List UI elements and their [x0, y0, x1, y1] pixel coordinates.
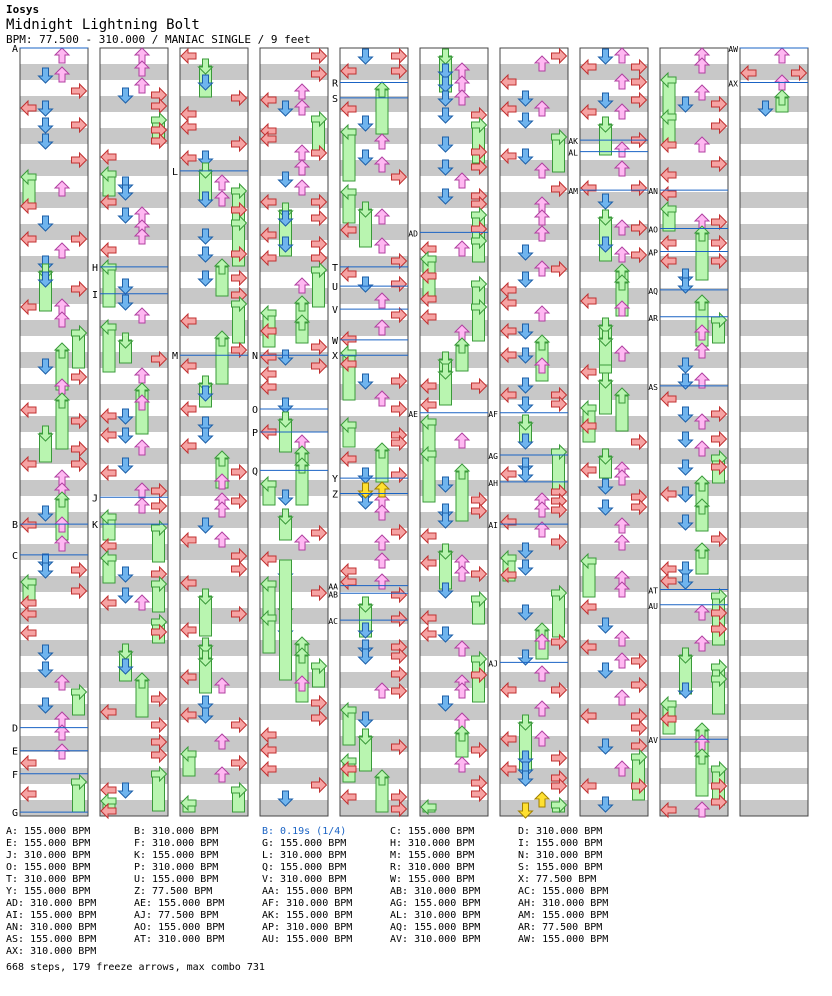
- beat-band: [740, 368, 808, 384]
- legend-entry: U: 155.000 BPM: [134, 874, 219, 885]
- beat-band: [500, 192, 568, 208]
- beat-band: [740, 640, 808, 656]
- bpm-marker-label: AC: [328, 617, 338, 627]
- bpm-marker-label: N: [251, 351, 258, 363]
- beat-band: [420, 352, 488, 368]
- bpm-marker-label: AT: [648, 586, 658, 596]
- beat-band: [500, 368, 568, 384]
- legend-entry: AW: 155.000 BPM: [518, 934, 609, 945]
- beat-band: [340, 512, 408, 528]
- beat-band: [740, 224, 808, 240]
- beat-band: [740, 256, 808, 272]
- beat-band: [580, 192, 648, 208]
- beat-band: [500, 112, 568, 128]
- legend-entry: T: 310.000 BPM: [6, 874, 91, 885]
- bpm-marker-label: S: [331, 93, 338, 105]
- beat-band: [20, 64, 88, 80]
- beat-band: [260, 80, 328, 96]
- bpm-marker-label: U: [331, 282, 338, 294]
- freeze-arrow: [153, 528, 165, 562]
- beat-band: [580, 528, 648, 544]
- legend-entry: AN: 310.000 BPM: [6, 922, 97, 933]
- beat-band: [340, 320, 408, 336]
- beat-band: [580, 384, 648, 400]
- beat-band: [100, 384, 168, 400]
- bpm-marker-label: AN: [648, 187, 658, 197]
- bpm-marker-label: D: [11, 723, 18, 735]
- song-title: Midnight Lightning Bolt: [6, 17, 200, 33]
- beat-band: [740, 752, 808, 768]
- beat-band: [740, 144, 808, 160]
- beat-band: [420, 176, 488, 192]
- freeze-arrow: [263, 618, 275, 653]
- beat-band: [500, 272, 568, 288]
- legend-entry: O: 155.000 BPM: [6, 862, 91, 873]
- beat-band: [500, 656, 568, 672]
- beat-band: [500, 64, 568, 80]
- legend-entry: AQ: 155.000 BPM: [390, 922, 481, 933]
- beat-band: [580, 448, 648, 464]
- bpm-marker-label: X: [331, 351, 338, 363]
- bpm-marker-label: V: [331, 305, 338, 317]
- beat-band: [500, 416, 568, 432]
- beat-band: [580, 160, 648, 176]
- freeze-arrow: [73, 333, 85, 368]
- beat-band: [580, 208, 648, 224]
- beat-band: [740, 720, 808, 736]
- beat-band: [420, 96, 488, 112]
- beat-band: [580, 512, 648, 528]
- legend-entry: W: 155.000 BPM: [390, 874, 475, 885]
- beat-band: [420, 640, 488, 656]
- beat-band: [180, 512, 248, 528]
- bpm-marker-label: AW: [728, 45, 738, 54]
- legend-entry: L: 310.000 BPM: [262, 850, 347, 861]
- legend-entry: AS: 155.000 BPM: [6, 934, 97, 945]
- beat-band: [660, 416, 728, 432]
- beat-band: [20, 496, 88, 512]
- freeze-arrow: [633, 757, 645, 800]
- legend-entry: E: 155.000 BPM: [6, 838, 91, 849]
- beat-band: [20, 480, 88, 496]
- beat-band: [740, 240, 808, 256]
- legend-entry: AC: 155.000 BPM: [518, 886, 609, 897]
- legend-entry: AE: 155.000 BPM: [134, 898, 225, 909]
- beat-band: [500, 672, 568, 688]
- beat-band: [180, 448, 248, 464]
- chart-column: [420, 48, 488, 816]
- beat-band: [740, 448, 808, 464]
- beat-band: [20, 208, 88, 224]
- bpm-marker-label: B: [11, 520, 18, 532]
- legend-entry: AK: 155.000 BPM: [262, 910, 353, 921]
- beat-band: [340, 288, 408, 304]
- legend-entry: J: 310.000 BPM: [6, 850, 91, 861]
- legend-row: [6, 874, 826, 886]
- freeze-arrow: [583, 561, 595, 597]
- beat-band: [260, 512, 328, 528]
- artist-name: Iosys: [6, 3, 40, 16]
- beat-band: [420, 80, 488, 96]
- legend-row: [6, 850, 826, 862]
- chart-column: [580, 48, 648, 816]
- chart-column: [100, 48, 168, 818]
- beat-band: [100, 64, 168, 80]
- beat-band: [580, 48, 648, 64]
- beat-band: [740, 160, 808, 176]
- bpm-marker-label: AQ: [648, 286, 658, 296]
- beat-band: [180, 688, 248, 704]
- beat-band: [500, 432, 568, 448]
- legend-entry: AJ: 77.500 BPM: [134, 910, 219, 921]
- beat-band: [340, 240, 408, 256]
- freeze-arrow: [343, 132, 355, 181]
- beat-band: [580, 272, 648, 288]
- legend-entry: AA: 155.000 BPM: [262, 886, 353, 897]
- beat-band: [580, 304, 648, 320]
- bpm-marker-label: Q: [251, 466, 258, 478]
- beat-band: [740, 208, 808, 224]
- chart-column: [20, 48, 88, 816]
- beat-band: [740, 464, 808, 480]
- legend-entry: Y: 155.000 BPM: [6, 886, 91, 897]
- beat-band: [500, 704, 568, 720]
- beat-band: [20, 672, 88, 688]
- freeze-arrow: [153, 774, 165, 811]
- legend-row: [6, 922, 826, 934]
- beat-band: [20, 544, 88, 560]
- legend-entry: B: 0.19s (1/4): [262, 826, 347, 837]
- beat-band: [740, 480, 808, 496]
- chart-info: BPM: 77.500 - 310.000 / MANIAC SINGLE / 9 feet: [6, 33, 311, 46]
- chart-column: [340, 48, 408, 816]
- beat-band: [660, 368, 728, 384]
- legend-row: [6, 862, 826, 874]
- beat-band: [740, 688, 808, 704]
- beat-band: [180, 368, 248, 384]
- beat-band: [20, 128, 88, 144]
- beat-band: [500, 720, 568, 736]
- chart-column: [500, 48, 568, 816]
- bpm-marker-label: H: [91, 262, 98, 274]
- beat-band: [740, 496, 808, 512]
- beat-band: [740, 304, 808, 320]
- bpm-marker-label: AV: [648, 736, 658, 746]
- legend-entry: X: 77.500 BPM: [518, 874, 597, 885]
- beat-band: [740, 592, 808, 608]
- freeze-arrow: [713, 596, 725, 645]
- bpm-marker-label: F: [11, 769, 18, 781]
- legend-entry: H: 310.000 BPM: [390, 838, 475, 849]
- bpm-marker-label: AP: [648, 248, 658, 258]
- freeze-arrow: [713, 679, 725, 714]
- legend-entry: AD: 310.000 BPM: [6, 898, 97, 909]
- beat-band: [180, 640, 248, 656]
- beat-band: [740, 576, 808, 592]
- bpm-marker-label: AE: [408, 409, 418, 419]
- legend-entry: AF: 310.000 BPM: [262, 898, 353, 909]
- beat-band: [100, 656, 168, 672]
- beat-band: [180, 384, 248, 400]
- chart-summary: 668 steps, 179 freeze arrows, max combo 731: [6, 962, 265, 973]
- legend-entry: AB: 310.000 BPM: [390, 886, 481, 897]
- legend-entry: C: 155.000 BPM: [390, 826, 475, 837]
- beat-band: [740, 320, 808, 336]
- beat-band: [740, 672, 808, 688]
- beat-band: [180, 656, 248, 672]
- beat-band: [340, 112, 408, 128]
- beat-band: [740, 336, 808, 352]
- freeze-arrow: [103, 327, 115, 372]
- bpm-marker-label: AA: [328, 582, 338, 592]
- freeze-arrow: [553, 593, 565, 637]
- beat-band: [420, 64, 488, 80]
- legend-row: [6, 886, 826, 898]
- bpm-marker-label: AI: [488, 521, 498, 531]
- beat-band: [260, 400, 328, 416]
- legend-entry: AL: 310.000 BPM: [390, 910, 481, 921]
- legend-entry: AG: 155.000 BPM: [390, 898, 481, 909]
- beat-band: [180, 64, 248, 80]
- legend-entry: G: 155.000 BPM: [262, 838, 347, 849]
- legend-row: [6, 826, 826, 838]
- beat-band: [660, 496, 728, 512]
- legend-entry: A: 155.000 BPM: [6, 826, 91, 837]
- bpm-marker-label: AH: [488, 478, 498, 488]
- freeze-arrow: [473, 659, 485, 702]
- bpm-marker-label: C: [11, 550, 18, 562]
- freeze-arrow: [343, 192, 355, 223]
- beat-band: [740, 432, 808, 448]
- beat-band: [660, 512, 728, 528]
- bpm-legend: [6, 826, 826, 958]
- beat-band: [340, 544, 408, 560]
- beat-band: [740, 400, 808, 416]
- bpm-marker-label: M: [171, 351, 178, 363]
- bpm-marker-label: T: [331, 262, 338, 274]
- beat-band: [500, 336, 568, 352]
- bpm-marker-label: P: [251, 428, 258, 439]
- legend-entry: N: 310.000 BPM: [518, 850, 603, 861]
- legend-entry: AM: 155.000 BPM: [518, 910, 609, 921]
- beat-band: [20, 48, 88, 64]
- beat-band: [580, 800, 648, 816]
- bpm-marker-label: AJ: [488, 659, 498, 669]
- bpm-marker-label: A: [11, 44, 18, 55]
- beat-band: [260, 800, 328, 816]
- freeze-arrow: [553, 137, 565, 172]
- beat-band: [580, 624, 648, 640]
- legend-entry: D: 310.000 BPM: [518, 826, 603, 837]
- beat-band: [580, 320, 648, 336]
- freeze-arrow: [343, 710, 355, 745]
- bpm-marker-label: AG: [488, 452, 498, 462]
- chart-column: [660, 48, 728, 817]
- beat-band: [740, 512, 808, 528]
- bpm-marker-label: AU: [648, 601, 658, 611]
- beat-band: [260, 448, 328, 464]
- beat-band: [740, 608, 808, 624]
- beat-band: [740, 176, 808, 192]
- bpm-marker-label: AX: [728, 79, 738, 89]
- beat-band: [740, 736, 808, 752]
- freeze-arrow: [423, 454, 435, 502]
- beat-band: [580, 688, 648, 704]
- beat-band: [420, 752, 488, 768]
- beat-band: [580, 336, 648, 352]
- beat-band: [500, 208, 568, 224]
- legend-entry: M: 155.000 BPM: [390, 850, 475, 861]
- beat-band: [740, 624, 808, 640]
- beat-band: [180, 160, 248, 176]
- freeze-arrow: [233, 304, 245, 343]
- beat-band: [100, 48, 168, 64]
- bpm-marker-label: E: [11, 746, 18, 758]
- legend-entry: Z: 77.500 BPM: [134, 886, 213, 897]
- legend-entry: V: 310.000 BPM: [262, 874, 347, 885]
- bpm-marker-label: AK: [568, 137, 578, 147]
- legend-entry: AT: 310.000 BPM: [134, 934, 225, 945]
- beat-band: [740, 272, 808, 288]
- freeze-arrow: [280, 560, 292, 680]
- beat-band: [500, 224, 568, 240]
- bpm-marker-label: AF: [488, 409, 498, 419]
- legend-row: [6, 934, 826, 946]
- beat-band: [100, 448, 168, 464]
- legend-row: [6, 898, 826, 910]
- beat-band: [180, 480, 248, 496]
- beat-band: [180, 592, 248, 608]
- beat-band: [740, 656, 808, 672]
- beat-band: [500, 240, 568, 256]
- bpm-marker-label: I: [91, 289, 98, 301]
- bpm-marker-label: W: [331, 335, 338, 347]
- bpm-marker-label: G: [11, 808, 18, 820]
- legend-entry: AP: 310.000 BPM: [262, 922, 353, 933]
- beat-band: [340, 496, 408, 512]
- legend-entry: AV: 310.000 BPM: [390, 934, 481, 945]
- freeze-arrow: [233, 223, 245, 266]
- bpm-marker-label: K: [91, 520, 98, 532]
- bpm-marker-label: AO: [648, 225, 658, 235]
- beat-band: [100, 672, 168, 688]
- beat-band: [260, 464, 328, 480]
- beat-band: [100, 224, 168, 240]
- bpm-marker-label: AL: [568, 148, 578, 158]
- beat-band: [260, 160, 328, 176]
- legend-row: [6, 838, 826, 850]
- beat-band: [420, 48, 488, 64]
- beat-band: [180, 736, 248, 752]
- legend-entry: Q: 155.000 BPM: [262, 862, 347, 873]
- beat-band: [740, 96, 808, 112]
- beat-band: [740, 416, 808, 432]
- beat-band: [660, 544, 728, 560]
- beat-band: [420, 576, 488, 592]
- beat-band: [740, 800, 808, 816]
- beat-band: [660, 272, 728, 288]
- beat-band: [420, 544, 488, 560]
- beat-band: [20, 656, 88, 672]
- beat-band: [100, 208, 168, 224]
- beat-band: [660, 736, 728, 752]
- beat-band: [20, 528, 88, 544]
- legend-entry: R: 310.000 BPM: [390, 862, 475, 873]
- beat-band: [420, 704, 488, 720]
- legend-row: [6, 946, 826, 958]
- bpm-marker-label: Z: [331, 489, 338, 501]
- bpm-marker-label: J: [91, 493, 98, 505]
- beat-band: [580, 352, 648, 368]
- beat-band: [20, 640, 88, 656]
- chart-column: [180, 48, 248, 816]
- beat-band: [20, 256, 88, 272]
- beat-band: [740, 192, 808, 208]
- bpm-marker-label: O: [251, 404, 258, 416]
- beat-band: [420, 368, 488, 384]
- legend-entry: AR: 77.500 BPM: [518, 922, 603, 933]
- beat-band: [740, 288, 808, 304]
- legend-entry: AI: 155.000 BPM: [6, 910, 97, 921]
- bpm-marker-label: Y: [331, 474, 338, 486]
- legend-entry: B: 310.000 BPM: [134, 826, 219, 837]
- freeze-arrow: [103, 267, 115, 307]
- bpm-marker-label: L: [171, 166, 178, 178]
- bpm-marker-label: AB: [328, 590, 338, 600]
- chart-column: [740, 48, 808, 816]
- beat-band: [340, 624, 408, 640]
- legend-entry: K: 155.000 BPM: [134, 850, 219, 861]
- bpm-marker-label: AD: [408, 229, 418, 239]
- beat-band: [740, 544, 808, 560]
- beat-band: [180, 80, 248, 96]
- beat-band: [740, 112, 808, 128]
- freeze-arrow: [313, 270, 325, 307]
- bpm-marker-label: AR: [648, 313, 658, 323]
- beat-band: [740, 352, 808, 368]
- beat-band: [740, 384, 808, 400]
- beat-band: [740, 768, 808, 784]
- legend-entry: AH: 310.000 BPM: [518, 898, 609, 909]
- legend-entry: AO: 155.000 BPM: [134, 922, 225, 933]
- legend-entry: I: 155.000 BPM: [518, 838, 603, 849]
- legend-entry: F: 310.000 BPM: [134, 838, 219, 849]
- legend-entry: S: 155.000 BPM: [518, 862, 603, 873]
- legend-row: [6, 910, 826, 922]
- beat-band: [740, 784, 808, 800]
- beat-band: [20, 736, 88, 752]
- beat-band: [740, 560, 808, 576]
- beat-band: [740, 704, 808, 720]
- freeze-arrow: [473, 125, 485, 163]
- beat-band: [740, 528, 808, 544]
- legend-entry: AU: 155.000 BPM: [262, 934, 353, 945]
- beat-band: [260, 176, 328, 192]
- bpm-marker-label: R: [331, 78, 338, 90]
- beat-band: [740, 128, 808, 144]
- legend-entry: P: 310.000 BPM: [134, 862, 219, 873]
- legend-entry: AX: 310.000 BPM: [6, 946, 97, 957]
- beat-band: [660, 48, 728, 64]
- beat-band: [740, 48, 808, 64]
- beat-band: [420, 720, 488, 736]
- bpm-marker-label: AS: [648, 382, 658, 392]
- beat-band: [660, 352, 728, 368]
- freeze-arrow: [473, 307, 485, 341]
- bpm-marker-label: AM: [568, 187, 578, 197]
- beat-band: [180, 416, 248, 432]
